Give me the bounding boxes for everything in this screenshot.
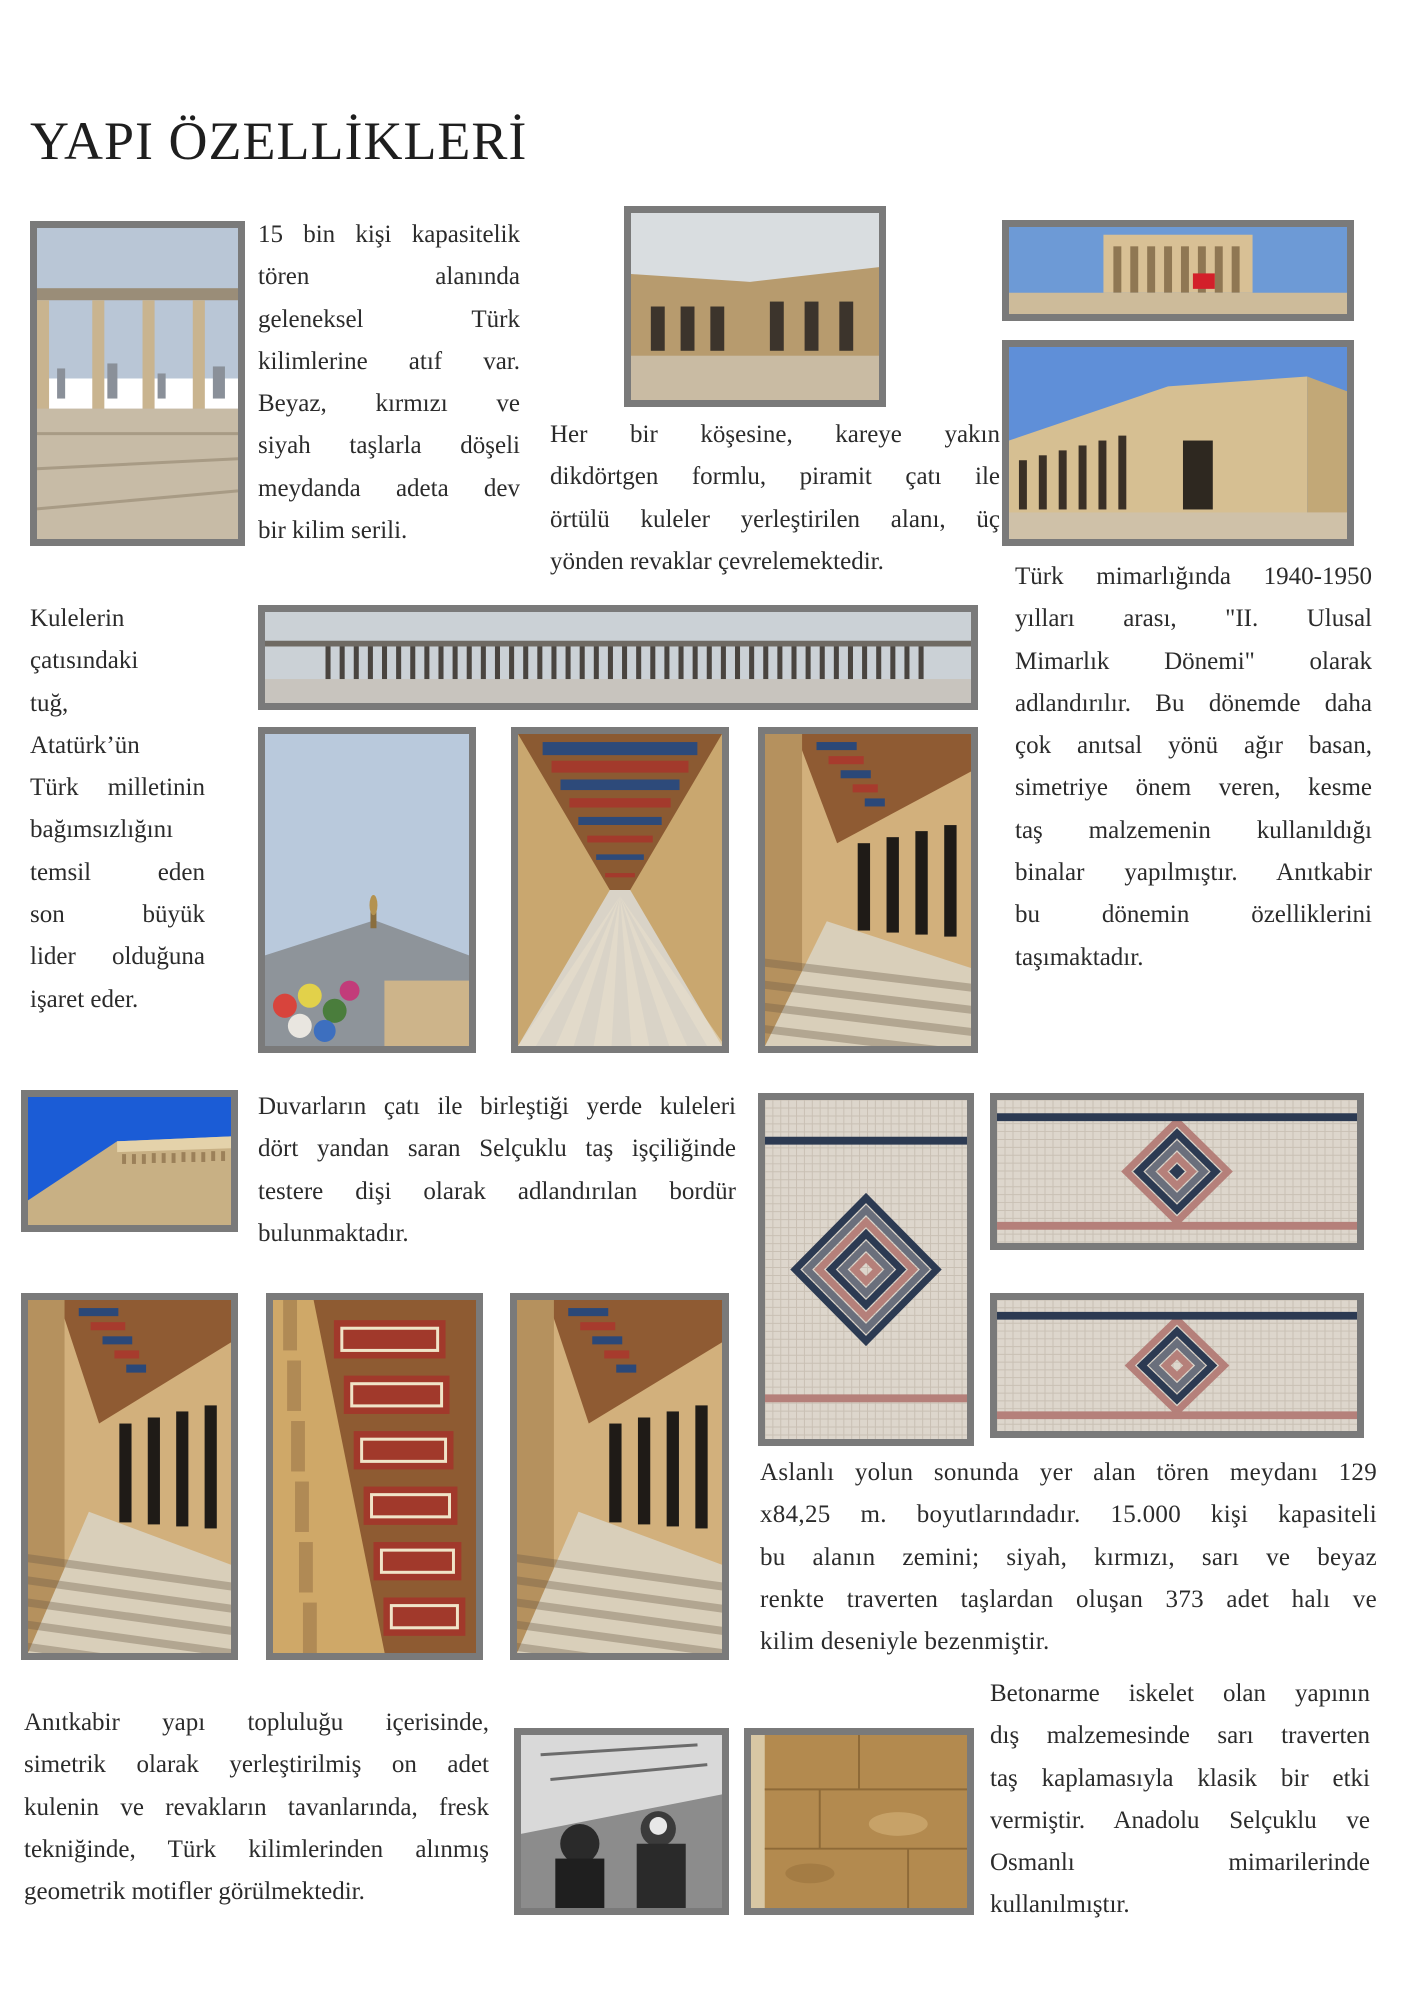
- photo-colonnade-city-view: [30, 221, 245, 546]
- text-toren-meydani: [760, 1452, 1377, 1663]
- text-line: bulunmaktadır.: [258, 1219, 409, 1247]
- photo-corridor-ceiling-2: [758, 727, 978, 1053]
- text-line: geleneksel Türk: [258, 305, 520, 333]
- text-line: kulenin ve revakların tavanlarında, fresk: [24, 1793, 489, 1821]
- text-line: bu dönemin özelliklerini: [1015, 901, 1372, 929]
- text-line: tekniğinde, Türk kilimlerinden alınmış: [24, 1835, 489, 1863]
- photo-sawtooth-border: [21, 1090, 238, 1232]
- text-traverten: [990, 1673, 1370, 1927]
- text-line: Osmanlı mimarilerinde: [990, 1849, 1370, 1877]
- text-line: temsil eden: [30, 858, 205, 886]
- photo-tower-roof-tug: [258, 727, 476, 1053]
- text-line: kullanılmıştır.: [990, 1891, 1130, 1919]
- text-mimari-donem: [1015, 556, 1372, 979]
- text-line: bağımsızlığını: [30, 816, 174, 844]
- photo-floor-pattern-1: [758, 1093, 974, 1446]
- text-line: Kulelerin: [30, 605, 125, 632]
- text-line: kilimlerine atıf var.: [258, 347, 520, 375]
- photo-floor-pattern-3: [990, 1293, 1364, 1438]
- text-line: Betonarme iskelet olan yapının: [990, 1680, 1370, 1707]
- text-line: taş kaplamasıyla klasik bir etki: [990, 1764, 1370, 1792]
- text-line: simetrik olarak yerleştirilmiş on adet: [24, 1751, 489, 1779]
- photo-floor-pattern-2: [990, 1093, 1364, 1250]
- text-line: vermiştir. Anadolu Selçuklu ve: [990, 1806, 1370, 1834]
- text-line: dikdörtgen formlu, piramit çatı ile: [550, 463, 1000, 491]
- text-line: işaret eder.: [30, 985, 139, 1013]
- photo-mausoleum-facade: [1002, 220, 1354, 321]
- text-line: kilim deseniyle bezenmiştir.: [760, 1628, 1050, 1656]
- text-line: Anıtkabir yapı topluluğu içerisinde,: [24, 1709, 489, 1736]
- text-line: Mimarlık Dönemi" olarak: [1015, 647, 1372, 675]
- text-line: Türk milletinin: [30, 774, 205, 802]
- text-line: tuğ,: [30, 689, 69, 717]
- photo-ceiling-detail: [266, 1293, 483, 1660]
- text-line: örtülü kuleler yerleştirilen alanı, üç: [550, 505, 1000, 533]
- text-line: renkte traverten taşlardan oluşan 373 adet halı ve: [760, 1585, 1377, 1613]
- text-bordur: [258, 1086, 736, 1255]
- text-line: taş malzemenin kullanıldığı: [1015, 816, 1372, 844]
- text-line: bu alanın zemini; siyah, kırmızı, sarı ve beyaz: [760, 1543, 1377, 1571]
- text-line: testere dişi olarak adlandırılan bordür: [258, 1177, 736, 1205]
- text-line: simetriye önem veren, kesme: [1015, 774, 1372, 802]
- photo-corridor-ceiling-1: [511, 727, 729, 1053]
- text-kilim: [258, 214, 520, 552]
- text-line: x84,25 m. boyutlarındadır. 15.000 kişi kapasiteli: [760, 1501, 1377, 1529]
- text-line: Aslanlı yolun sonunda yer alan tören meydanı 129: [760, 1459, 1377, 1486]
- text-line: tören alanında: [258, 263, 520, 291]
- text-line: meydanda adeta dev: [258, 474, 520, 502]
- text-line: lider olduğuna: [30, 943, 205, 971]
- text-line: geometrik motifler görülmektedir.: [24, 1878, 365, 1906]
- text-line: 15 bin kişi kapasitelik: [258, 221, 520, 248]
- photo-fresco-workers: [514, 1728, 729, 1915]
- text-line: Türk mimarlığında 1940-1950: [1015, 563, 1372, 590]
- photo-colonnade-building: [1002, 340, 1354, 546]
- text-line: binalar yapılmıştır. Anıtkabir: [1015, 859, 1372, 887]
- text-line: Duvarların çatı ile birleştiği yerde kuleleri: [258, 1093, 736, 1120]
- photo-corridor-ceiling-4: [510, 1293, 729, 1660]
- text-line: taşımaktadır.: [1015, 943, 1144, 971]
- photo-corridor-ceiling-3: [21, 1293, 238, 1660]
- text-line: Atatürk’ün: [30, 731, 140, 759]
- photo-panorama-colonnade: [258, 605, 978, 710]
- page-title: YAPI ÖZELLİKLERİ: [30, 111, 528, 171]
- text-line: yılları arası, "II. Ulusal: [1015, 605, 1372, 633]
- text-line: yönden revaklar çevrelemektedir.: [550, 547, 884, 575]
- text-line: siyah taşlarla döşeli: [258, 432, 520, 460]
- text-line: bir kilim serili.: [258, 517, 408, 545]
- text-line: Beyaz, kırmızı ve: [258, 390, 520, 418]
- text-kuleler-revak: [550, 414, 1000, 583]
- text-fresk: [24, 1702, 489, 1913]
- text-line: Her bir köşesine, kareye yakın: [550, 421, 1000, 448]
- text-line: çok anıtsal yönü ağır basan,: [1015, 732, 1372, 760]
- text-line: çatısındaki: [30, 647, 139, 675]
- photo-courtyard-corner: [624, 206, 886, 407]
- photo-travertine-wall: [744, 1728, 974, 1915]
- text-tug: [30, 598, 205, 1021]
- text-line: adlandırılır. Bu dönemde daha: [1015, 689, 1372, 717]
- text-line: dört yandan saran Selçuklu taş işçiliğinde: [258, 1135, 736, 1163]
- text-line: son büyük: [30, 901, 205, 929]
- text-line: dış malzemesinde sarı traverten: [990, 1722, 1370, 1750]
